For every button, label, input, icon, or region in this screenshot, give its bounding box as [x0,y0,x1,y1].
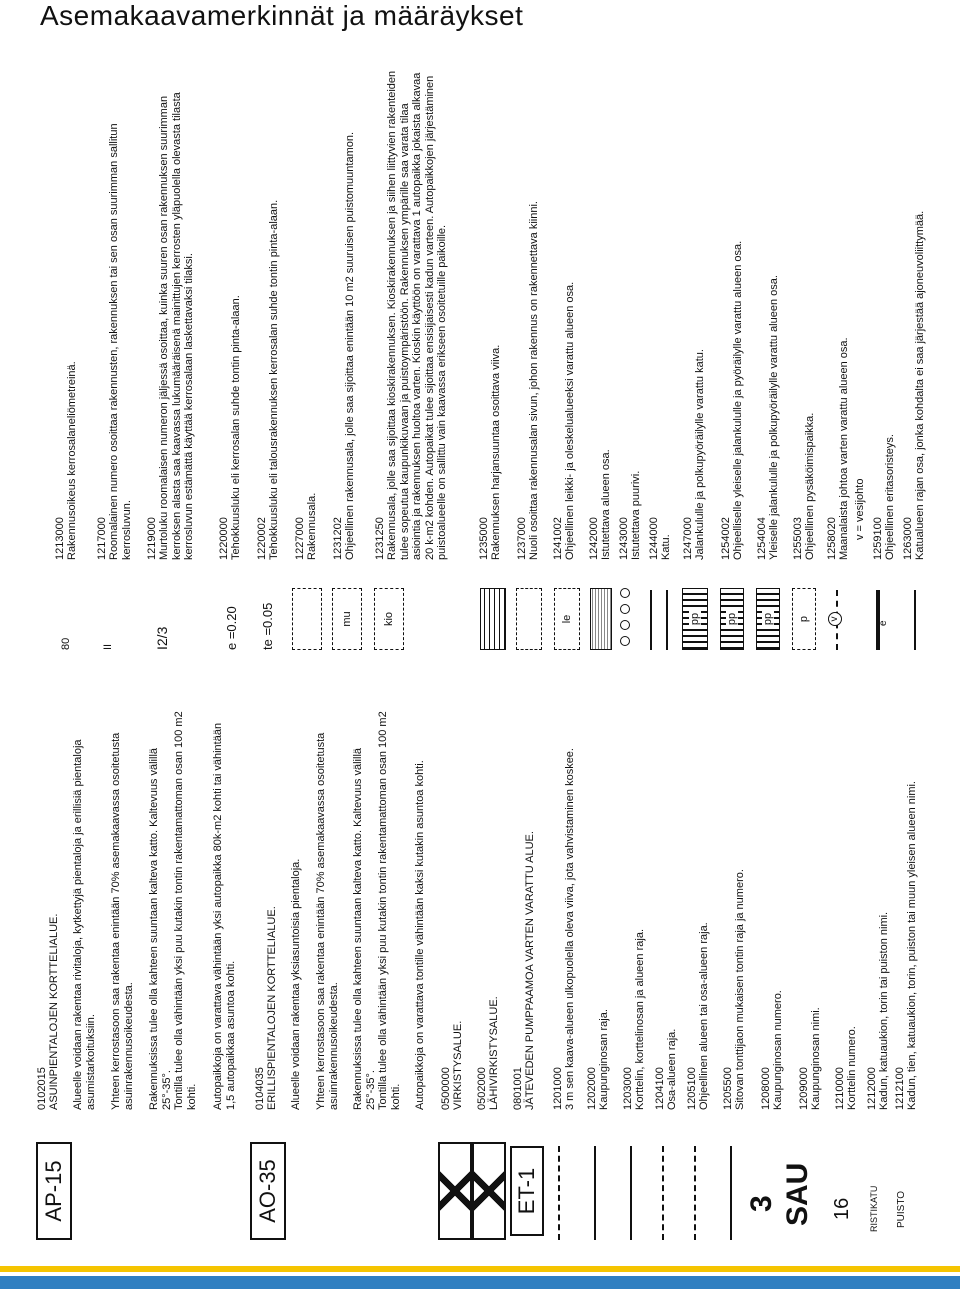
r-code: 1259100 [872,517,884,560]
line-code: 1208000 [760,1067,772,1110]
r-desc: Ohjeellinen rakennusala, jolle saa sijoittaa enintään 10 m2 suuruisen puistomuuntamon. [344,131,356,560]
r-sym: II [102,643,114,650]
r-desc: Rakennusala, jolle saa sijoittaa kioskirakennuksen. Kioskirakennuksen ja siihen liittyvien rakenteiden tulee sopeutua kaupunkikuvaan ja puistoympäristöön. Rakennuksen ympärille saa varata tilaa asiointia ja rakennuksen huoltoa varten. Kioskin käyttöön on varattava 1 autopaikka jokaista alkavaa 20 k-m2 kohden. Autopaikat tulee sijoittaa ensisijaisesti kadun varteen. Autopaikkojen järjestäminen puistoalueelle on sallittu vain kaavassa erikseen osoitetuille paikoille. [386,70,448,560]
line-code: 1212000 [866,1067,878,1110]
line-desc: Kaupunginosan nimi. [810,1007,822,1110]
tree-circle [620,620,630,630]
pp-label: pp [726,610,738,628]
r-code: 1254004 [756,517,768,560]
sym-3: 3 [745,1195,778,1212]
ap-rule-3: Rakennuksissa tulee olla kahteen suuntaan kalteva katto. Kaltevuus välillä 25°-35°. [148,747,173,1110]
ao-rule-1: Alueelle voidaan rakentaa yksiasuntoisia pientaloja. [290,858,302,1110]
v-name: VIRKISTYSALUE. [452,1020,464,1110]
no-access-line [914,590,916,650]
pp-street-symbol [682,588,708,650]
line-desc: Korttelin numero. [846,1026,858,1110]
r-desc: Ohjeellinen leikki- ja oleskelualueeksi varattu alueen osa. [564,281,576,560]
arrow-side-symbol [516,588,542,650]
r-code: 1220000 [218,517,230,560]
line-desc: Sitovan tonttijaon mukaisen tontin raja ja numero. [734,869,746,1110]
line-1204100-symbol [662,1146,664,1240]
r-desc: Murtoluku roomalaisen numeron jäljessä osoittaa, kuinka suuren osan rakennuksen suurimman kerroksen alasta saa kaavassa lukumääräisenä mainittujen kerrosten yläpuolella olevasta tilasta kerrosluvun estämättä käyttää kerrosalaan laskettavaksi tilaksi. [158,92,195,560]
v-symbol: v [828,612,842,626]
katu-line [666,590,668,650]
r-code: 1235000 [478,517,490,560]
line-code: 1209000 [798,1067,810,1110]
sym-16: 16 [831,1197,853,1220]
r-sym: e =0.20 [224,606,239,650]
line-1205100-symbol [694,1146,696,1240]
ap-15-symbol: AP-15 [36,1142,72,1240]
r-desc: Tehokkuusluku eli talousrakennuksen kerrosalan suhde tontin pinta-alaan. [268,199,280,560]
et-1-symbol: ET-1 [510,1146,544,1236]
regulations-sheet [30,60,930,1240]
r-desc: Katualueen rajan osa, jonka kohdalta ei saa järjestää ajoneuvoliittymää. [914,210,926,560]
line-desc: Korttelin, korttelinosan ja alueen raja. [634,929,646,1110]
r-desc: Maanalaista johtoa varten varattu alueen osa. [838,337,850,560]
tree-circle [620,636,630,646]
r-desc: v = vesijohto [854,478,866,540]
sym-ristikatu: RISTIKATU [869,1185,879,1232]
r-code: 1244000 [648,517,660,560]
line-code: 1203000 [622,1067,634,1110]
line-code: 1204100 [654,1067,666,1110]
vl-name: LÄHIVIRKISTYSALUE. [488,996,500,1110]
ap-code: 0102015 [36,1067,48,1110]
r-sym: 80 [60,637,72,650]
r-code: 1219000 [146,517,158,560]
line-1203000-symbol [630,1146,632,1240]
r-desc: Ohjeellinen pysäköimispaikka. [804,412,816,560]
line-desc: Kaupunginosan raja. [598,1009,610,1110]
pp-guide-symbol [720,588,744,650]
line-desc: Osa-alueen raja. [666,1028,678,1110]
ap-rule-2: Yhteen kerrostasoon saa rakentaa enintään 70% asemakaavassa osoitetusta asuinrakennusoikeudesta. [110,732,135,1110]
tree-circle [620,588,630,598]
line-code: 1201000 [552,1067,564,1110]
line-1202000-symbol [594,1146,596,1240]
mu-symbol: mu [332,588,362,650]
ap-rule-1: Alueelle voidaan rakentaa rivitaloja, kytkettyjä pientaloja ja erillisiä pientaloja asumistarkoituksiin. [72,739,97,1110]
harjansuunta-symbol [480,588,506,650]
r-desc: Ohjeellinen eritasoristeys. [884,434,896,560]
ao-rule-3: Rakennuksissa tulee olla kahteen suuntaan kalteva katto. Kaltevuus välillä 25°-35°. [352,747,377,1110]
r-code: 1258020 [826,517,838,560]
istutettava-symbol [590,588,612,650]
r-code: 1220002 [256,517,268,560]
p-symbol: p [792,588,816,650]
line-code: 1205500 [722,1067,734,1110]
r-code: 1242000 [588,517,600,560]
r-desc: Istutettava puurivi. [630,470,642,560]
r-code: 1255003 [792,517,804,560]
r-desc: Ohjeelliselle yleiselle jalankululle ja pyöräilylle varattu alueen osa. [732,240,744,560]
footer-blue-band [0,1276,960,1289]
le-symbol: le [554,588,580,650]
ap-rule-5: Autopaikkoja on varattava vähintään yksi autopaikka 80k-m2 kohti tai vähintään 1,5 autopaikkaa asuntoa kohti. [212,722,237,1110]
ap-name: ASUINPIENTALOJEN KORTTELIALUE. [48,913,60,1110]
sym-puisto: PUISTO [896,1190,907,1228]
virkistysalue-pattern [438,1142,472,1240]
line-code: 1202000 [586,1067,598,1110]
ao-code: 0104035 [254,1067,266,1110]
ao-rule-2: Yhteen kerrostasoon saa rakentaa enintään 70% asemakaavassa osoitetusta asuinrakennusoikeudesta. [315,732,340,1110]
r-code: 1241002 [552,517,564,560]
line-code: 1205100 [686,1067,698,1110]
r-code: 1247000 [682,517,694,560]
vl-code: 0502000 [476,1067,488,1110]
r-desc: Katu. [660,534,672,560]
sym-sau: SAU [781,1162,814,1226]
r-desc: Rakennusoikeus kerrosalaneliömetreinä. [66,361,78,560]
ao-rule-5: Autopaikkoja on varattava tontille vähintään kaksi kutakin asuntoa kohti. [414,760,426,1110]
line-desc: 3 m sen kaava-alueen ulkopuolella oleva viiva, jota vahvistaminen koskee. [564,748,576,1110]
v-code: 0500000 [440,1067,452,1110]
r-code: 1217000 [96,517,108,560]
e-symbol: e [878,620,889,626]
r-code: 1231202 [332,517,344,560]
ap-rule-4: Tontilla tulee olla vähintään yksi puu kutakin tontin rakentamattoman osan 100 m2 kohti. [173,711,198,1110]
r-desc: Jalankululle ja polkupyöräilylle varattu katu. [694,349,706,560]
pp-area-symbol [756,588,780,650]
line-1201000-symbol [558,1146,560,1240]
katu-line [650,590,652,650]
ao-name: ERILLISPIENTALOJEN KORTTELIALUE. [266,906,278,1110]
r-desc: Rakennusala. [306,492,318,560]
tree-circle [620,604,630,614]
ao-rule-4: Tontilla tulee olla vähintään yksi puu kutakin tontin rakentamattoman osan 100 m2 kohti. [377,711,402,1110]
r-code: 1213000 [54,517,66,560]
line-desc: Kadun, katuaukion, torin tai puiston nimi. [878,911,890,1110]
page-title: Asemakaavamerkinnät ja määräykset [40,0,524,31]
r-desc: Tehokkuusluku eli kerrosalan suhde tontin pinta-alaan. [230,295,242,560]
r-desc: Rakennuksen harjansuuntaa osoittava viiva. [490,344,502,560]
r-sym: I2/3 [154,626,170,650]
r-desc: Istutettava alueen osa. [600,449,612,560]
r-desc: Roomalainen numero osoittaa rakennusten, rakennuksen tai sen osan suurimman sallitun kerrosluvun. [108,123,133,560]
line-desc: Ohjeellinen alueen tai osa-alueen raja. [698,922,710,1110]
line-desc: Kadun, tien, katuaukion, torin, puiston tai muun yleisen alueen nimi. [906,781,918,1110]
ao-35-symbol: AO-35 [250,1142,286,1240]
line-code: 1212100 [894,1067,906,1110]
r-code: 1231250 [374,517,386,560]
rakennusala-symbol [292,588,322,650]
r-code: 1227000 [294,517,306,560]
line-desc: Kaupunginosan numero. [772,990,784,1110]
kio-symbol: kio [374,588,404,650]
line-1205500-symbol [730,1146,732,1240]
r-code: 1263000 [902,517,914,560]
et-code: 0801001 [512,1067,524,1110]
et-name: JÄTEVEDEN PUMPPAAMOA VARTEN VARATTU ALUE. [524,831,536,1110]
line-code: 1210000 [834,1067,846,1110]
lahivirkistysalue-pattern [472,1142,506,1240]
r-code: 1243000 [618,517,630,560]
pp-label: pp [689,610,701,628]
r-desc: Nuoli osoittaa rakennusalan sivun, johon rakennus on rakennettava kiinni. [528,201,540,560]
r-code: 1237000 [516,517,528,560]
r-desc: Yleiselle jalankululle ja polkupyöräilylle varattu alueen osa. [768,275,780,560]
r-sym: te =0.05 [260,602,275,650]
pp-label: pp [762,610,774,628]
r-code: 1254002 [720,517,732,560]
